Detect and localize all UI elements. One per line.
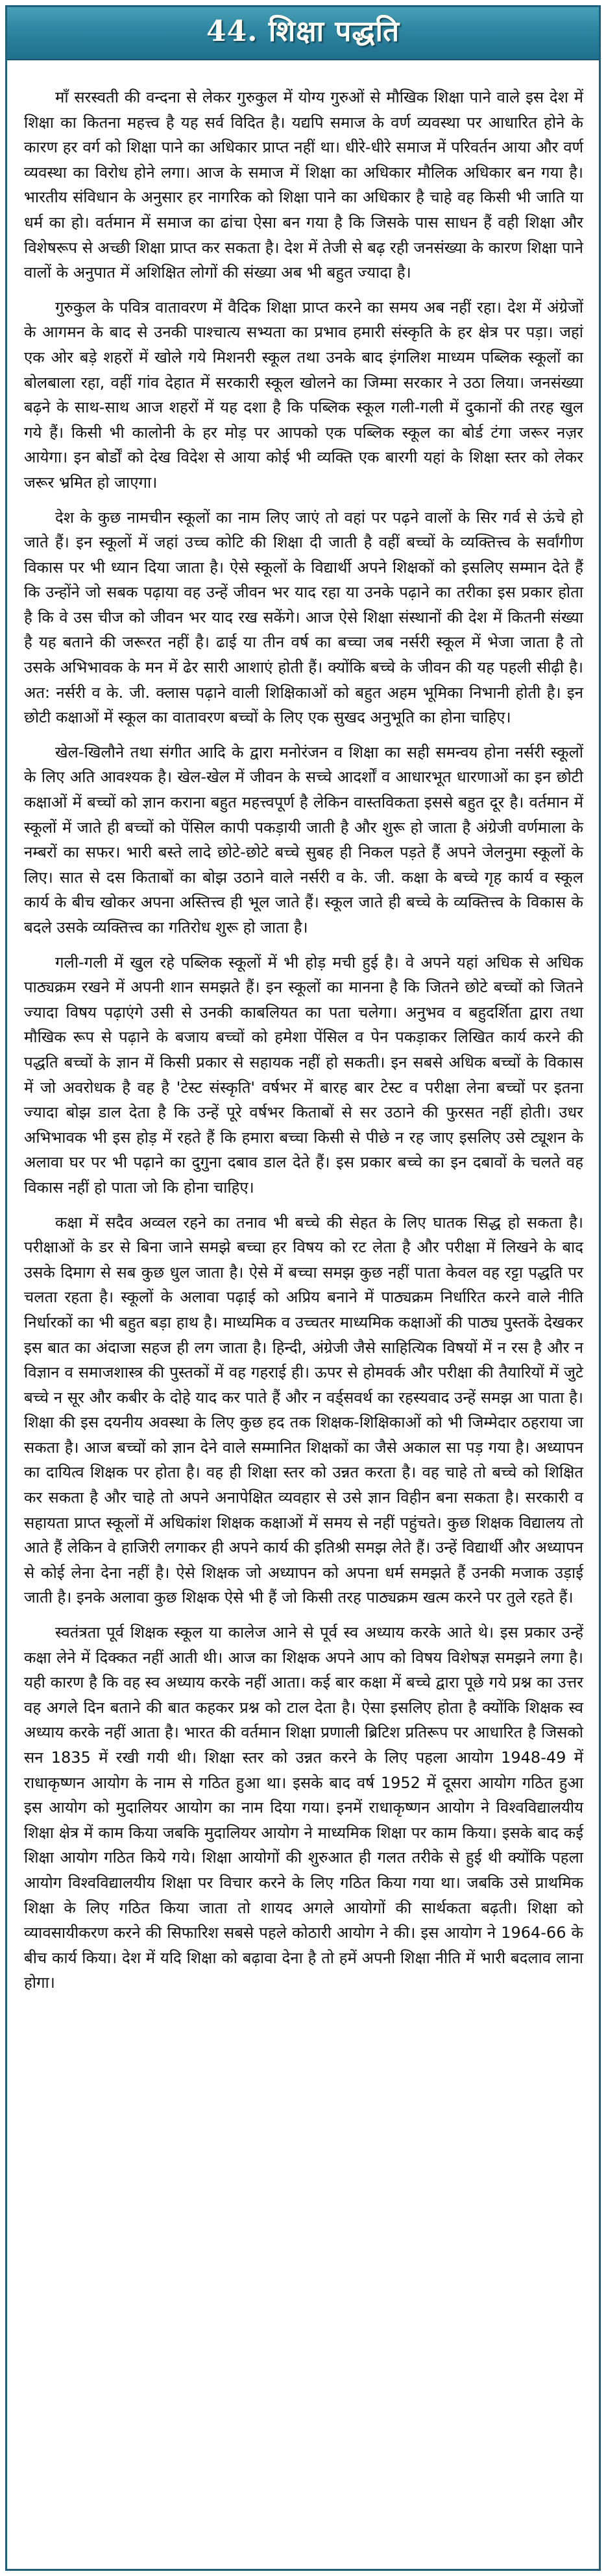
paragraph-5: गली-गली में खुल रहे पब्लिक स्कूलों में भी होड़ मची हुई है। वे अपने यहां अधिक से अधिक पाठ्यक्रम रखने में अपनी शान समझते हैं। इन स्कूलों का मानना है कि जितने छोटे बच्चों को जितने ज्यादा विषय पढ़ाएंगे उसी से उनकी काबलियत का पता चलेगा। अनुभव व बहुदर्शिता द्वारा तथा मौखिक रूप से पढ़ाने के बजाय बच्चों को हमेशा पेंसिल व पेन पकड़ाकर लिखित कार्य करने की पद्धति बच्चों के ज्ञान में किसी प्रकार से सहायक नहीं हो सकती। इन सबसे अधिक बच्चों के विकास में जो अवरोधक है वह है 'टेस्ट संस्कृति' वर्षभर में बारह बार टेस्ट व परीक्षा लेना बच्चों पर इतना ज्यादा बोझ डाल देता है कि उन्हें पूरे वर्षभर किताबों से सर उठाने की फुरसत नहीं होती। उधर अभिभावक भी इस होड़ में रहते हैं कि हमारा बच्चा किसी से पीछे न रह जाए इसलिए उसे ट्यूशन के अलावा घर पर भी पढ़ाने का दुगुना दबाव डाल देते हैं। इस प्रकार बच्चे का इन दबावों के चलते वह विकास नहीं हो पाता जो कि होना चाहिए। [24,953,583,1197]
paragraph-6: कक्षा में सदैव अव्वल रहने का तनाव भी बच्चे की सेहत के लिए घातक सिद्ध हो सकता है। परीक्षाओं के डर से बिना जाने समझे बच्चा हर विषय को रट लेता है और परीक्षा में लिखने के बाद उसके दिमाग से सब कुछ धुल जाता है। ऐसे में बच्चा समझ कुछ नहीं पाता केवल वह रट्टा पद्धति पर चलता रहता है। स्कूलों के अलावा पढ़ाई को अप्रिय बनाने में पाठ्यक्रम निर्धारित करने वाले नीति निर्धारकों का भी बहुत बड़ा हाथ है। माध्यमिक व उच्चतर माध्यमिक कक्षाओं की पाठ्य पुस्तकें देखकर इस बात का अंदाजा सहज ही लग जाता है। हिन्दी, अंग्रेजी जैसे साहित्यिक विषयों में न रस है और न विज्ञान व समाजशास्त्र की पुस्तकों में वह गहराई ही। ऊपर से होमवर्क और परीक्षा की तैयारियों में जुटे बच्चे न सूर और कबीर के दोहे याद कर पाते हैं और न वर्ड्सवर्थ का रहस्यवाद उन्हें समझ आ पाता है। शिक्षा की इस दयनीय अवस्था के लिए कुछ हद तक शिक्षक-शिक्षिकाओं को भी जिम्मेदार ठहराया जा सकता है। आज बच्चों को ज्ञान देने वाले सम्मानित शिक्षकों का जैसे अकाल सा पड़ गया है। अध्यापन का दायित्व शिक्षक पर होता है। वह ही शिक्षा स्तर को उन्नत करता है। वह चाहे तो बच्चे को शिक्षित कर सकता है और चाहे तो अपने अनापेक्षित व्यवहार से उसे ज्ञान विहीन बना सकता है। सरकारी व सहायता प्राप्त स्कूलों में अधिकांश शिक्षक कक्षाओं में समय से नहीं पहुंचते। कुछ शिक्षक विद्यालय तो आते हैं लेकिन वे हाजिरी लगाकर ही अपने कार्य की इतिश्री समझ लेते हैं। उन्हें विद्यार्थी और अध्यापन से कोई लेना देना नहीं है। ऐसे शिक्षक जो अध्यापन को अपना धर्म समझते हैं उनकी मजाक उड़ाई जाती है। इनके अलावा कुछ शिक्षक ऐसे भी हैं जो किसी तरह पाठ्यक्रम खत्म करने पर तुले रहते हैं। [24,1213,583,1607]
paragraph-2: गुरुकुल के पवित्र वातावरण में वैदिक शिक्षा प्राप्त करने का समय अब नहीं रहा। देश में अंग्रेजों के आगमन के बाद से उनकी पाश्चात्य सभ्यता का प्रभाव हमारी संस्कृति के हर क्षेत्र पर पड़ा। जहां एक ओर बड़े शहरों में खोले गये मिशनरी स्कूल तथा उनके बाद इंगलिश माध्यम पब्लिक स्कूलों का बोलबाला रहा, वहीं गांव देहात में सरकारी स्कूल खोलने का जिम्मा सरकार ने उठा लिया। जनसंख्या बढ़ने के साथ-साथ आज शहरों में यह दशा है कि पब्लिक स्कूल गली-गली में दुकानों की तरह खुल गये हैं। किसी भी कालोनी के हर मोड़ पर आपको एक पब्लिक स्कूल का बोर्ड टंगा जरूर नज़र आयेगा। इन बोर्डों को देख विदेश से आया कोई भी व्यक्ति एक बारगी यहां के शिक्षा स्तर को लेकर जरूर भ्रमित हो जाएगा। [24,298,583,492]
title-banner [7,7,599,60]
paragraph-4: खेल-खिलौने तथा संगीत आदि के द्वारा मनोरंजन व शिक्षा का सही समन्वय होना नर्सरी स्कूलों के लिए अति आवश्यक है। खेल-खेल में जीवन के सच्चे आदर्शों व आधारभूत धारणाओं का इन छोटी कक्षाओं में बच्चों को ज्ञान कराना बहुत महत्त्वपूर्ण है लेकिन वास्तविकता इससे बहुत दूर है। वर्तमान में स्कूलों में जाते ही बच्चों को पेंसिल कापी पकड़ायी जाती है और शुरू हो जाता है अंग्रेजी वर्णमाला के नम्बरों का सफर। भारी बस्ते लादे छोटे-छोटे बच्चे सुबह ही निकल पड़ते हैं अपने जेलनुमा स्कूलों के लिए। सात से दस किताबों का बोझ उठाने वाले नर्सरी व के. जी. कक्षा के बच्चे गृह कार्य व स्कूल कार्य के बीच खोकर अपना अस्तित्त्व ही भूल जाते हैं। स्कूल जाते ही बच्चे के व्यक्तित्त्व के विकास के बदले उसके व्यक्तित्त्व का गतिरोध शुरू हो जाता है। [24,743,583,936]
page-title: 44. शिक्षा पद्धति [206,15,400,48]
essay-body [24,85,583,2005]
paragraph-3: देश के कुछ नामचीन स्कूलों का नाम लिए जाएं तो वहां पर पढ़ने वालों के सिर गर्व से ऊंचे हो जाते हैं। इन स्कूलों में जहां उच्च कोटि की शिक्षा दी जाती है वहीं बच्चों के व्यक्तित्त्व के सर्वांगीण विकास पर भी ध्यान दिया जाता है। ऐसे स्कूलों के विद्यार्थी अपने शिक्षकों को इसलिए सम्मान देते हैं कि उन्होंने जो सबक पढ़ाया वह उन्हें जीवन भर याद रहा या उनके पढ़ाने का तरीका इस प्रकार होता है कि वे उस चीज को जीवन भर याद रख सकेंगे। आज ऐसे शिक्षा संस्थानों की देश में कितनी संख्या है यह बताने की जरूरत नहीं है। ढाई या तीन वर्ष का बच्चा जब नर्सरी स्कूल में भेजा जाता है तो उसके अभिभावक के मन में ढेर सारी आशाएं होती हैं। क्योंकि बच्चे के जीवन की यह पहली सीढ़ी है। अत: नर्सरी व के. जी. क्लास पढ़ाने वाली शिक्षिकाओं को बहुत अहम भूमिका निभानी होती है। इन छोटी कक्षाओं में स्कूल का वातावरण बच्चों के लिए एक सुखद अनुभूति का होना चाहिए। [24,508,583,727]
paragraph-7: स्वतंत्रता पूर्व शिक्षक स्कूल या कालेज आने से पूर्व स्व अध्याय करके आते थे। इस प्रकार उन्हें कक्षा लेने में दिक्कत नहीं आती थी। आज का शिक्षक अपने आप को विषय विशेषज्ञ समझने लगा है। यही कारण है कि वह स्व अध्याय करके नहीं आता। कई बार कक्षा में बच्चे द्वारा पूछे गये प्रश्न का उत्तर वह अगले दिन बताने की बात कहकर प्रश्न को टाल देता है। ऐसा इसलिए होता है क्योंकि शिक्षक स्व अध्याय करके नहीं आता है। भारत की वर्तमान शिक्षा प्रणाली ब्रिटिश प्रतिरूप पर आधारित है जिसको सन 1835 में रखी गयी थी। शिक्षा स्तर को उन्नत करने के लिए पहला आयोग 1948-49 में राधाकृष्णन आयोग के नाम से गठित हुआ था। इसके बाद वर्ष 1952 में दूसरा आयोग गठित हुआ इस आयोग को मुदालियर आयोग का नाम दिया गया। इनमें राधाकृष्णन आयोग ने विश्वविद्यालयीय शिक्षा क्षेत्र में काम किया जबकि मुदालियर आयोग ने माध्यमिक शिक्षा पर काम किया। इसके बाद कई शिक्षा आयोग गठित किये गये। शिक्षा आयोगों की शुरुआत ही गलत तरीके से हुई थी क्योंकि पहला आयोग विश्वविद्यालयीय शिक्षा पर विचार करने के लिए गठित किया गया था। जबकि उसे प्राथमिक शिक्षा के लिए गठित किया जाता तो शायद अगले आयोगों की सार्थकता बढ़ती। शिक्षा को व्यावसायीकरण करने की सिफारिश सबसे पहले कोठारी आयोग ने की। इस आयोग ने 1964-66 के बीच कार्य किया। देश में यदि शिक्षा को बढ़ावा देना है तो हमें अपनी शिक्षा नीति में भारी बदलाव लाना होगा। [24,1623,583,1992]
paragraph-1: माँ सरस्वती की वन्दना से लेकर गुरुकुल में योग्य गुरुओं से मौखिक शिक्षा पाने वाले इस देश में शिक्षा का कितना महत्त्व है यह सर्व विदित है। यद्यपि समाज के वर्ण व्यवस्था पर आधारित होने के कारण हर वर्ग को शिक्षा पाने का अधिकार प्राप्त नहीं था। धीरे-धीरे समाज में परिवर्तन आया और वर्ण व्यवस्था का विरोध होने लगा। आज के समाज में शिक्षा का अधिकार मौलिक अधिकार बन गया है। भारतीय संविधान के अनुसार हर नागरिक को शिक्षा पाने का अधिकार है चाहे वह किसी भी जाति या धर्म का हो। वर्तमान में समाज का ढांचा ऐसा बन गया है कि जिसके पास साधन हैं वही शिक्षा और विशेषरूप से अच्छी शिक्षा प्राप्त कर सकता है। देश में तेजी से बढ़ रही जनसंख्या के कारण शिक्षा पाने वालों के अनुपात में अशिक्षित लोगों की संख्या अब भी बहुत ज्यादा है। [24,88,583,282]
essay-page [5,5,601,2571]
